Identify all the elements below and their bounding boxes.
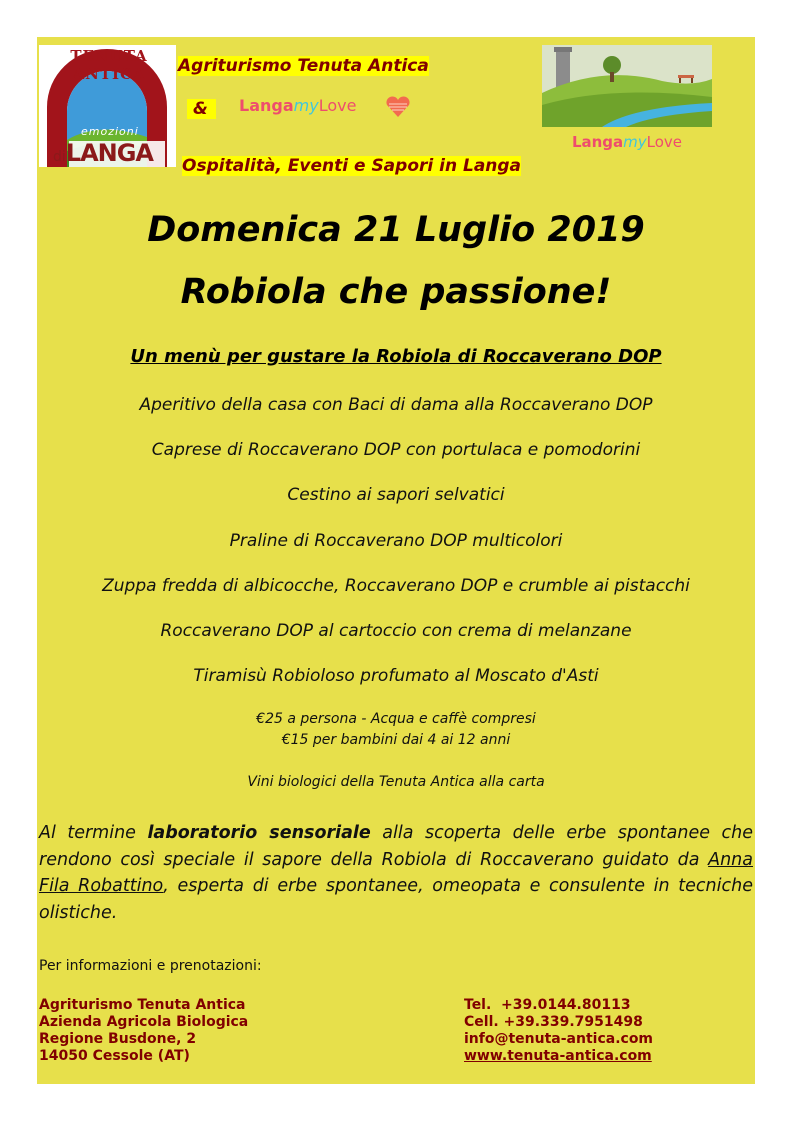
logo-text-my: my xyxy=(623,133,647,151)
flyer-page xyxy=(37,37,755,1084)
website-link[interactable]: www.tenuta-antica.com xyxy=(464,1048,652,1064)
workshop-intro: Al termine xyxy=(39,823,148,843)
logo-text-langa: Langa xyxy=(571,133,624,151)
ampersand-text: & xyxy=(187,99,216,119)
price-child: €15 per bambini dai 4 ai 12 anni xyxy=(281,732,511,748)
logo-langa xyxy=(53,139,153,167)
agriturismo-name-text: Agriturismo Tenuta Antica xyxy=(178,56,429,76)
langamylove-logo xyxy=(542,45,712,151)
email-link[interactable]: info@tenuta-antica.com xyxy=(464,1031,654,1047)
langamylove-logo-text xyxy=(542,133,712,151)
langamylove-inline xyxy=(239,96,356,115)
workshop-person: Anna Fila Robattino xyxy=(39,849,753,896)
langamylove-inline-my: my xyxy=(293,96,319,115)
logo-di: di xyxy=(53,149,66,165)
logo-emozioni: emozioni xyxy=(81,125,139,138)
address-block xyxy=(39,997,248,1065)
event-date: Domenica 21 Luglio 2019 xyxy=(147,210,645,250)
logo-text-love: Love xyxy=(646,133,683,151)
menu-item: Tiramisù Robioloso profumato al Moscato d'Asti xyxy=(193,666,599,686)
event-title: Robiola che passione! xyxy=(180,272,612,312)
address-line: Azienda Agricola Biologica xyxy=(39,1014,249,1030)
menu-item: Roccaverano DOP al cartoccio con crema di melanzane xyxy=(160,621,632,641)
wines-note: Vini biologici della Tenuta Antica alla carta xyxy=(247,774,545,790)
ampersand xyxy=(187,98,216,120)
workshop-description xyxy=(39,820,753,926)
phone: Tel. +39.0144.80113 xyxy=(464,997,631,1013)
langamylove-inline-love: Love xyxy=(318,96,357,115)
workshop-text2: , esperta di erbe spontanee, omeopata e consulente in tecniche olistiche. xyxy=(39,876,753,923)
menu-item: Praline di Roccaverano DOP multicolori xyxy=(229,531,563,551)
contact-block xyxy=(464,997,653,1065)
info-label: Per informazioni e prenotazioni: xyxy=(39,958,262,974)
menu-item: Zuppa fredda di albicocche, Roccaverano DOP e crumble ai pistacchi xyxy=(102,576,690,596)
menu-item: Caprese di Roccaverano DOP con portulaca e pomodorini xyxy=(151,440,641,460)
menu-item: Aperitivo della casa con Baci di dama alla Roccaverano DOP xyxy=(139,395,653,415)
cell-phone: Cell. +39.339.7951498 xyxy=(464,1014,643,1030)
tagline xyxy=(182,155,521,177)
agriturismo-name xyxy=(178,55,429,77)
tenuta-antica-logo xyxy=(39,45,176,167)
menu-heading: Un menù per gustare la Robiola di Roccaverano DOP xyxy=(130,346,662,367)
address-line: Regione Busdone, 2 xyxy=(39,1031,197,1047)
workshop-bold: laboratorio sensoriale xyxy=(147,823,371,843)
address-line: 14050 Cessole (AT) xyxy=(39,1048,190,1064)
price-adult: €25 a persona - Acqua e caffè compresi xyxy=(256,711,536,727)
heart-icon xyxy=(385,96,411,122)
workshop-text1: alla scoperta delle erbe spontanee che rendono così speciale il sapore della Robiola di Roccaverano guidato da xyxy=(39,823,753,870)
tagline-text: Ospitalità, Eventi e Sapori in Langa xyxy=(182,156,522,176)
logo-langa-word: LANGA xyxy=(65,139,154,167)
logo-arc-text: TENUTA ANTICA xyxy=(70,47,148,83)
menu-item: Cestino ai sapori selvatici xyxy=(287,485,505,505)
langamylove-inline-langa: Langa xyxy=(239,96,294,115)
address-line: Agriturismo Tenuta Antica xyxy=(39,997,246,1013)
